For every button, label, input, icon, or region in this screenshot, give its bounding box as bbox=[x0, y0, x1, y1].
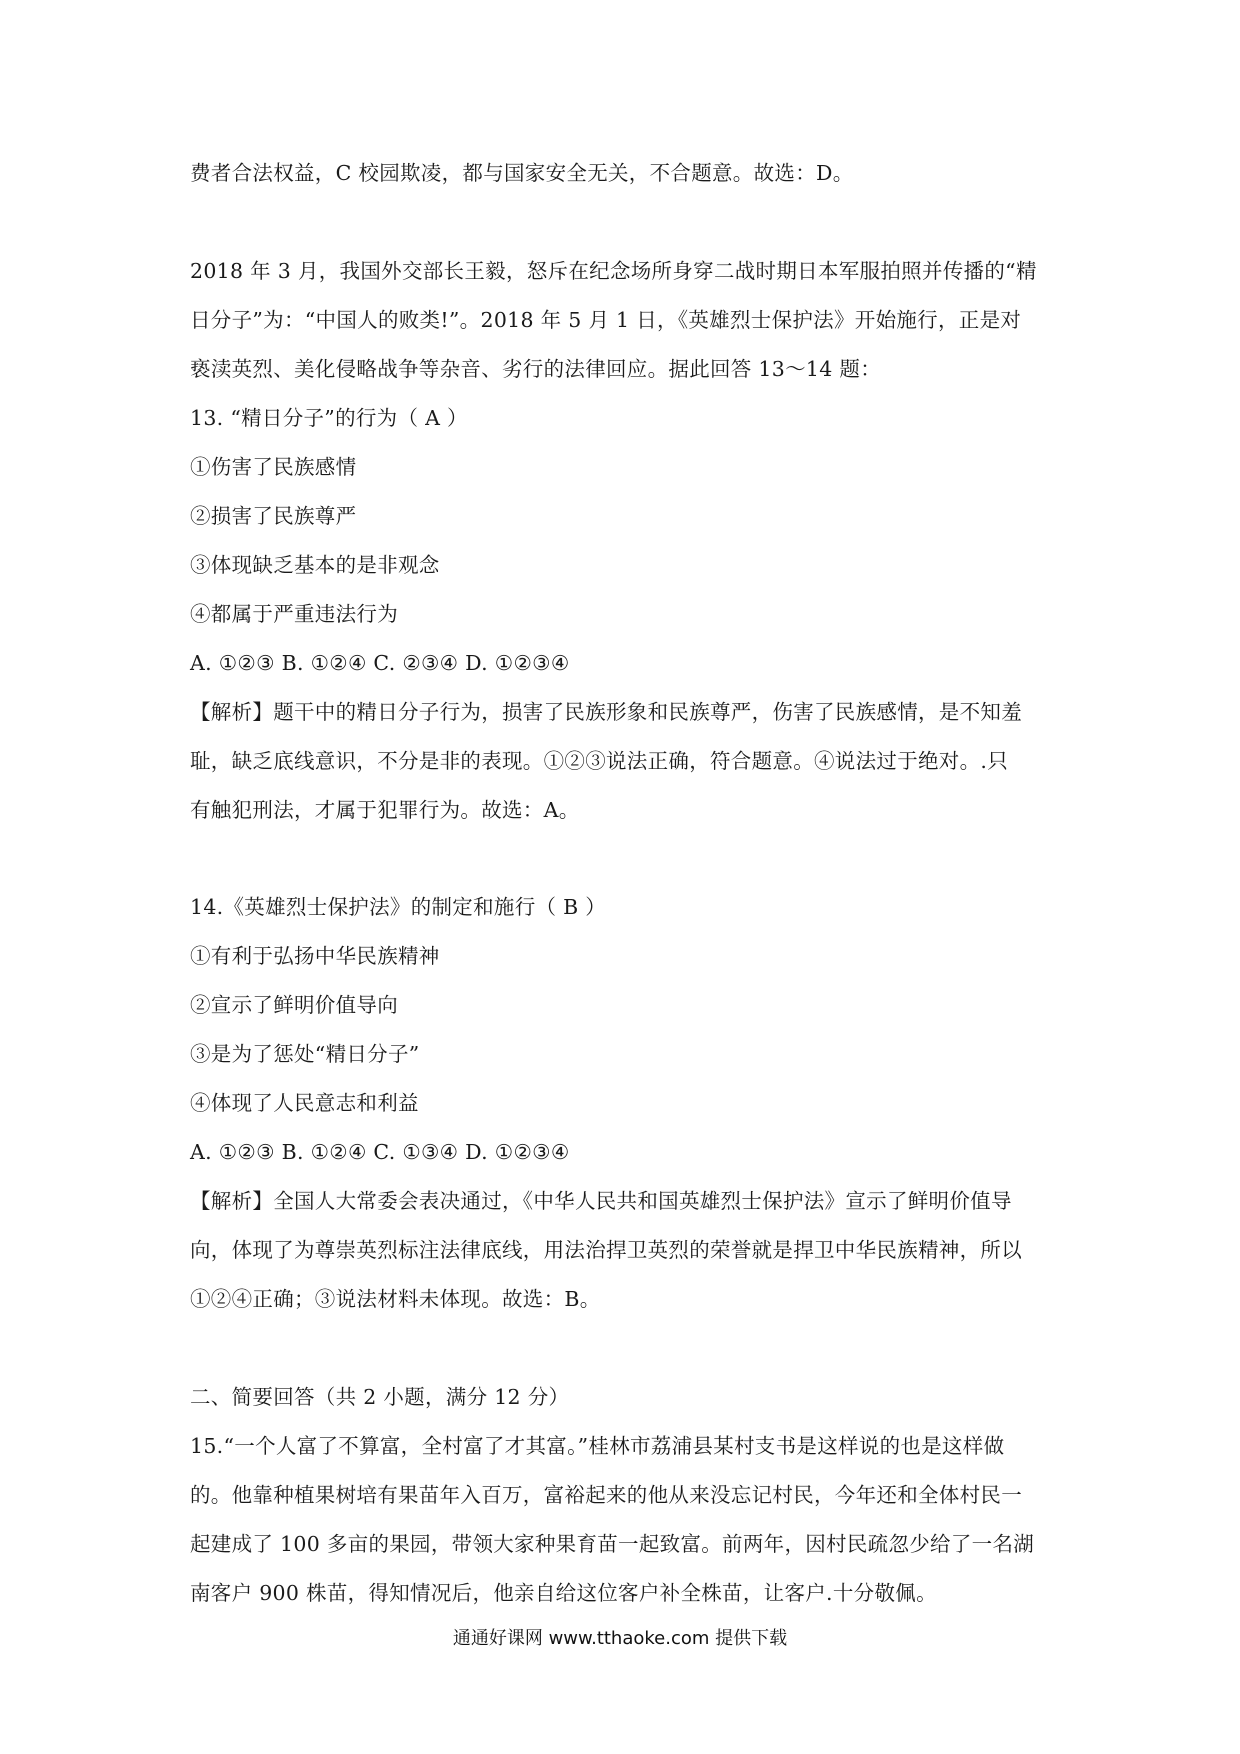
text-line: 亵渎英烈、美化侵略战争等杂音、劣行的法律回应。据此回答 13～14 题： bbox=[190, 357, 882, 381]
analysis-line: 【解析】全国人大常委会表决通过，《中华人民共和国英雄烈士保护法》宣示了鲜明价值导 bbox=[190, 1189, 1012, 1213]
analysis-line: ①②④正确；③说法材料未体现。故选：B。 bbox=[190, 1287, 601, 1311]
choices-line: A. ①②③ B. ①②④ C. ①③④ D. ①②③④ bbox=[190, 1140, 570, 1164]
option-line: ②损害了民族尊严 bbox=[190, 504, 357, 528]
option-line: ④都属于严重违法行为 bbox=[190, 602, 398, 626]
text-line: 南客户 900 株苗，得知情况后，他亲自给这位客户补全株苗，让客户.十分敬佩。 bbox=[190, 1581, 937, 1605]
option-line: ③体现缺乏基本的是非观念 bbox=[190, 553, 440, 577]
question-13-stem: 13. “精日分子”的行为（ A ） bbox=[190, 406, 468, 430]
page-footer: 通通好课网 www.tthaoke.com 提供下载 bbox=[452, 1628, 788, 1649]
question-14-stem: 14.《英雄烈士保护法》的制定和施行（ B ） bbox=[190, 895, 607, 919]
text-line: 日分子”为：“中国人的败类!”。2018 年 5 月 1 日，《英雄烈士保护法》开始施行，正是对 bbox=[190, 308, 1022, 332]
text-line: 费者合法权益，C 校园欺凌，都与国家安全无关，不合题意。故选：D。 bbox=[190, 161, 854, 185]
question-15-stem: 15.“一个人富了不算富，全村富了才其富。”桂林市荔浦县某村支书是这样说的也是这样做 bbox=[190, 1434, 1005, 1458]
section-heading: 二、简要回答（共 2 小题，满分 12 分） bbox=[190, 1385, 570, 1409]
text-line: 的。他靠种植果树培有果苗年入百万，富裕起来的他从来没忘记村民，今年还和全体村民一 bbox=[190, 1483, 1022, 1507]
option-line: ①有利于弘扬中华民族精神 bbox=[190, 944, 440, 968]
text-line: 2018 年 3 月，我国外交部长王毅，怒斥在纪念场所身穿二战时期日本军服拍照并传播的“精 bbox=[190, 259, 1037, 283]
text-line: 起建成了 100 多亩的果园，带领大家种果育苗一起致富。前两年，因村民疏忽少给了一名湖 bbox=[190, 1532, 1035, 1556]
analysis-line: 向，体现了为尊崇英烈标注法律底线，用法治捍卫英烈的荣誉就是捍卫中华民族精神，所以 bbox=[190, 1238, 1022, 1262]
analysis-line: 【解析】题干中的精日分子行为，损害了民族形象和民族尊严，伤害了民族感情，是不知羞 bbox=[190, 700, 1022, 724]
choices-line: A. ①②③ B. ①②④ C. ②③④ D. ①②③④ bbox=[190, 651, 570, 675]
option-line: ②宣示了鲜明价值导向 bbox=[190, 993, 398, 1017]
option-line: ①伤害了民族感情 bbox=[190, 455, 357, 479]
analysis-line: 有触犯刑法，才属于犯罪行为。故选：A。 bbox=[190, 798, 580, 822]
option-line: ③是为了惩处“精日分子” bbox=[190, 1042, 420, 1066]
analysis-line: 耻，缺乏底线意识，不分是非的表现。①②③说法正确，符合题意。④说法过于绝对。.只 bbox=[190, 749, 1009, 773]
option-line: ④体现了人民意志和利益 bbox=[190, 1091, 419, 1115]
